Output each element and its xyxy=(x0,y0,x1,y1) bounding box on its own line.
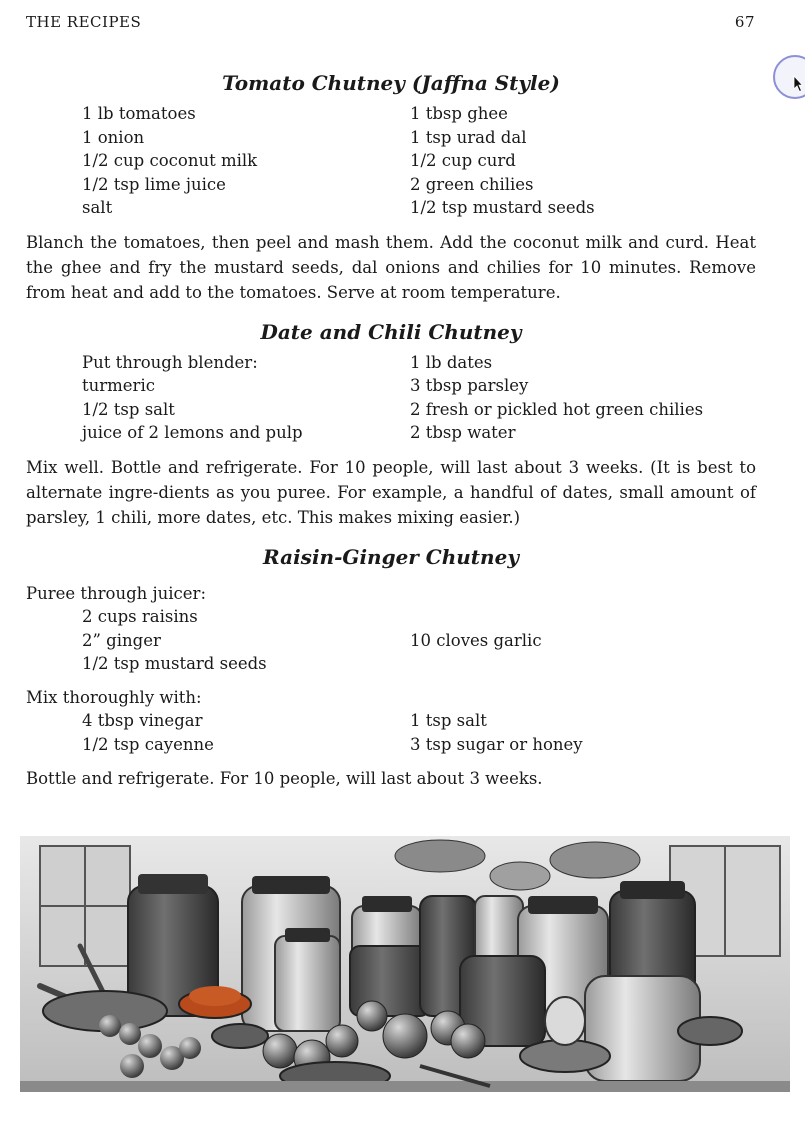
ingredient: 2 fresh or pickled hot green chilies xyxy=(410,399,704,419)
ingredient: 1 tsp salt xyxy=(410,711,487,730)
ingredient: 1 tsp urad dal xyxy=(410,127,527,147)
ingredient: 2 cups raisins xyxy=(82,607,198,626)
method-tomato-chutney: Blanch the tomatoes, then peel and mash them. Add the coconut milk and curd. Heat the ghee and fry the mustard seeds, dal onions and chilies for 10 minutes. Remove from heat and add to the tomatoes. Serve at room temperature. xyxy=(26,232,756,302)
ingredient-list-tomato xyxy=(82,102,756,220)
ingredient: 2 tbsp water xyxy=(410,423,516,442)
ingredient xyxy=(410,652,730,676)
ingredient-list-date xyxy=(82,351,756,445)
ingredient: 3 tbsp parsley xyxy=(410,376,529,395)
ingredient: 1 lb dates xyxy=(410,352,493,372)
recipe-title-raisin-ginger-chutney: Raisin-Ginger Chutney xyxy=(263,544,519,569)
mouse-pointer-icon xyxy=(793,75,803,93)
ingredient: 1 tbsp ghee xyxy=(410,104,508,123)
ingredient: salt xyxy=(82,198,113,217)
ingredient: 1 lb tomatoes xyxy=(82,104,196,123)
ingredient-list-raisin-mix xyxy=(82,709,756,756)
ingredient: 10 cloves garlic xyxy=(410,630,542,650)
ingredient: 1/2 tsp cayenne xyxy=(82,734,214,754)
method-date-chili-chutney: Mix well. Bottle and refrigerate. For 10 people, will last about 3 weeks. (It is best to alternate ingre-dients as you puree. For example, a handful of dates, small amount of parsley, 1 chili, more dates, etc. This makes mixing easier.) xyxy=(26,457,756,527)
ingredient: 1/2 cup coconut milk xyxy=(82,151,258,170)
ingredient: 2” ginger xyxy=(82,630,161,650)
ingredient: 1 onion xyxy=(82,127,145,147)
ingredient: juice of 2 lemons and pulp xyxy=(82,423,303,442)
method-raisin-ginger-chutney: Bottle and refrigerate. For 10 people, will last about 3 weeks. xyxy=(26,769,543,788)
ingredient: 1/2 tsp mustard seeds xyxy=(410,198,595,217)
ingredient: 1/2 cup curd xyxy=(410,151,516,170)
ingredient: 4 tbsp vinegar xyxy=(82,711,203,730)
ingredient: 2 green chilies xyxy=(410,174,534,194)
ingredient: 1/2 tsp mustard seeds xyxy=(82,654,267,673)
section-title: THE RECIPES xyxy=(26,13,142,31)
ingredient: 1/2 tsp lime juice xyxy=(82,174,226,194)
recipe-title-date-chili-chutney: Date and Chili Chutney xyxy=(260,319,522,344)
page-number: 67 xyxy=(734,13,755,31)
step-lead-puree: Puree through juicer: xyxy=(26,583,207,603)
ingredient-list-raisin-puree xyxy=(82,605,756,676)
ingredient: turmeric xyxy=(82,376,155,395)
ingredient xyxy=(410,605,730,629)
step-lead-mix: Mix thoroughly with: xyxy=(26,687,202,707)
ingredient: 3 tsp sugar or honey xyxy=(410,734,583,754)
sketch-drawing xyxy=(20,836,790,1092)
page-content xyxy=(26,70,756,791)
ingredient: 1/2 tsp salt xyxy=(82,399,175,419)
pantry-jars-illustration xyxy=(20,836,790,1092)
running-head xyxy=(26,13,755,31)
ingredient: Put through blender: xyxy=(82,352,258,372)
recipe-title-tomato-chutney: Tomato Chutney (Jaffna Style) xyxy=(222,71,560,95)
